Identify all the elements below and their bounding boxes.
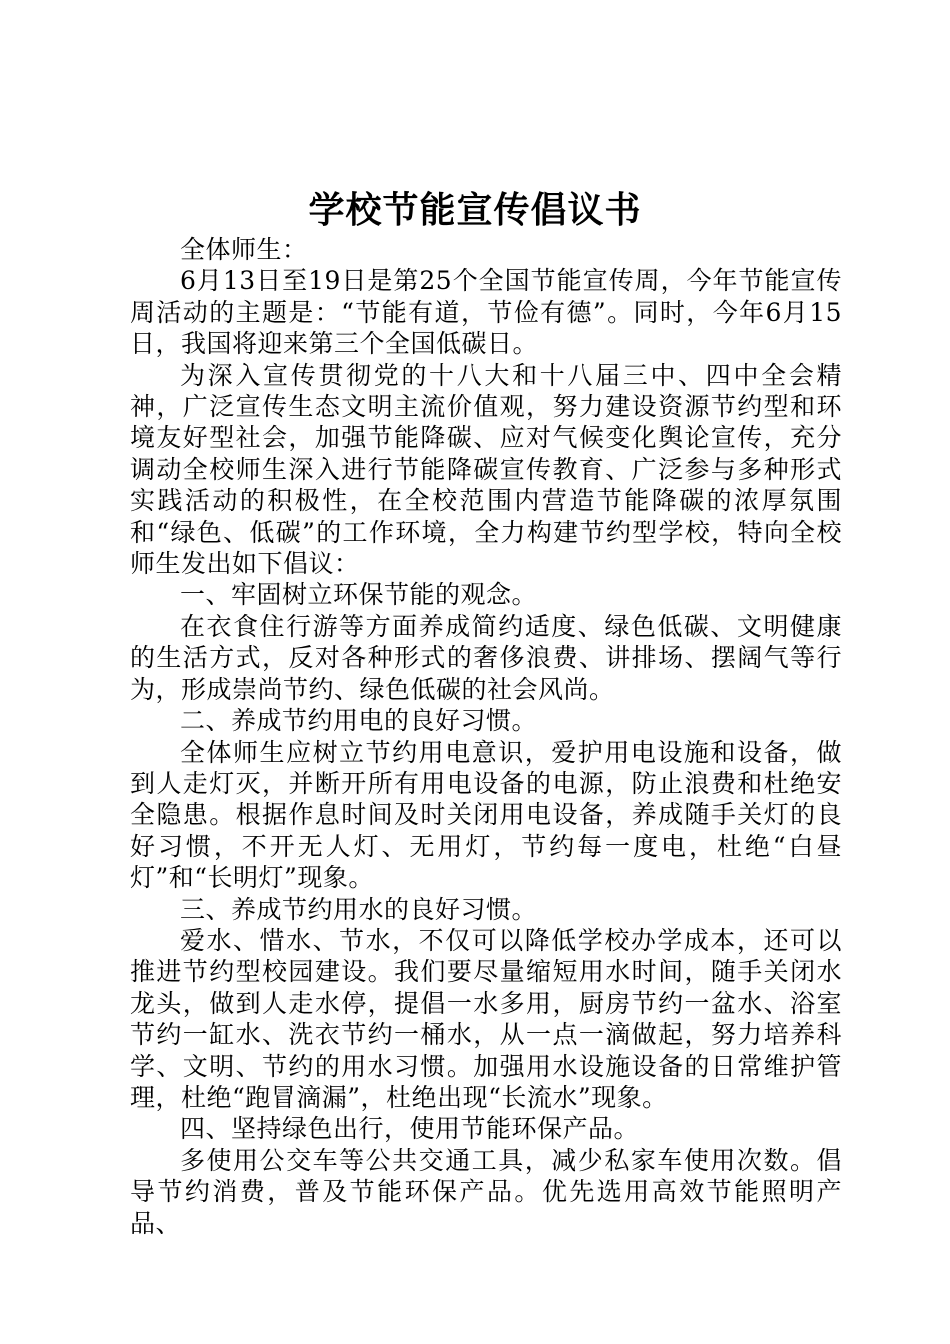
section-heading: 四、坚持绿色出行，使用节能环保产品。: [180, 1114, 640, 1144]
paragraph: 6月13日至19日是第25个全国节能宣传周，今年节能宣传周活动的主题是：“节能有道，节俭有德”。同时，今年6月15日，我国将迎来第三个全国低碳日。: [130, 266, 842, 359]
paragraph: 多使用公交车等公共交通工具，减少私家车使用次数。倡导节约消费，普及节能环保产品。优先选用高效节能照明产品、: [130, 1145, 842, 1238]
section-heading: 二、养成节约用电的良好习惯。: [180, 706, 538, 736]
document-body: [130, 234, 842, 1239]
paragraph: 为深入宣传贯彻党的十八大和十八届三中、四中全会精神，广泛宣传生态文明主流价值观，努力建设资源节约型和环境友好型社会，加强节能降碳、应对气候变化舆论宣传，充分调动全校师生深入进行节能降碳宣传教育、广泛参与多种形式实践活动的积极性，在全校范围内营造节能降碳的浓厚氛围和“绿色、低碳”的工作环境，全力构建节约型学校，特向全校师生发出如下倡议：: [130, 360, 842, 579]
section-heading: 一、牢固树立环保节能的观念。: [180, 580, 538, 610]
salutation: 全体师生：: [180, 235, 308, 264]
paragraph: 在衣食住行游等方面养成简约适度、绿色低碳、文明健康的生活方式，反对各种形式的奢侈浪费、讲排场、摆阔气等行为，形成崇尚节约、绿色低碳的社会风尚。: [130, 611, 842, 704]
section-heading: 三、养成节约用水的良好习惯。: [180, 894, 538, 924]
document-title: 学校节能宣传倡议书: [308, 189, 642, 231]
paragraph: 爱水、惜水、节水，不仅可以降低学校办学成本，还可以推进节约型校园建设。我们要尽量缩短用水时间，随手关闭水龙头，做到人走水停，提倡一水多用，厨房节约一盆水、浴室节约一缸水、洗衣节约一桶水，从一点一滴做起，努力培养科学、文明、节约的用水习惯。加强用水设施设备的日常维护管理，杜绝“跑冒滴漏”，杜绝出现“长流水”现象。: [130, 925, 842, 1112]
paragraph: 全体师生应树立节约用电意识，爱护用电设施和设备，做到人走灯灭，并断开所有用电设备的电源，防止浪费和杜绝安全隐患。根据作息时间及时关闭用电设备，养成随手关灯的良好习惯，不开无人灯、无用灯，节约每一度电，杜绝“白昼灯”和“长明灯”现象。: [130, 737, 842, 893]
